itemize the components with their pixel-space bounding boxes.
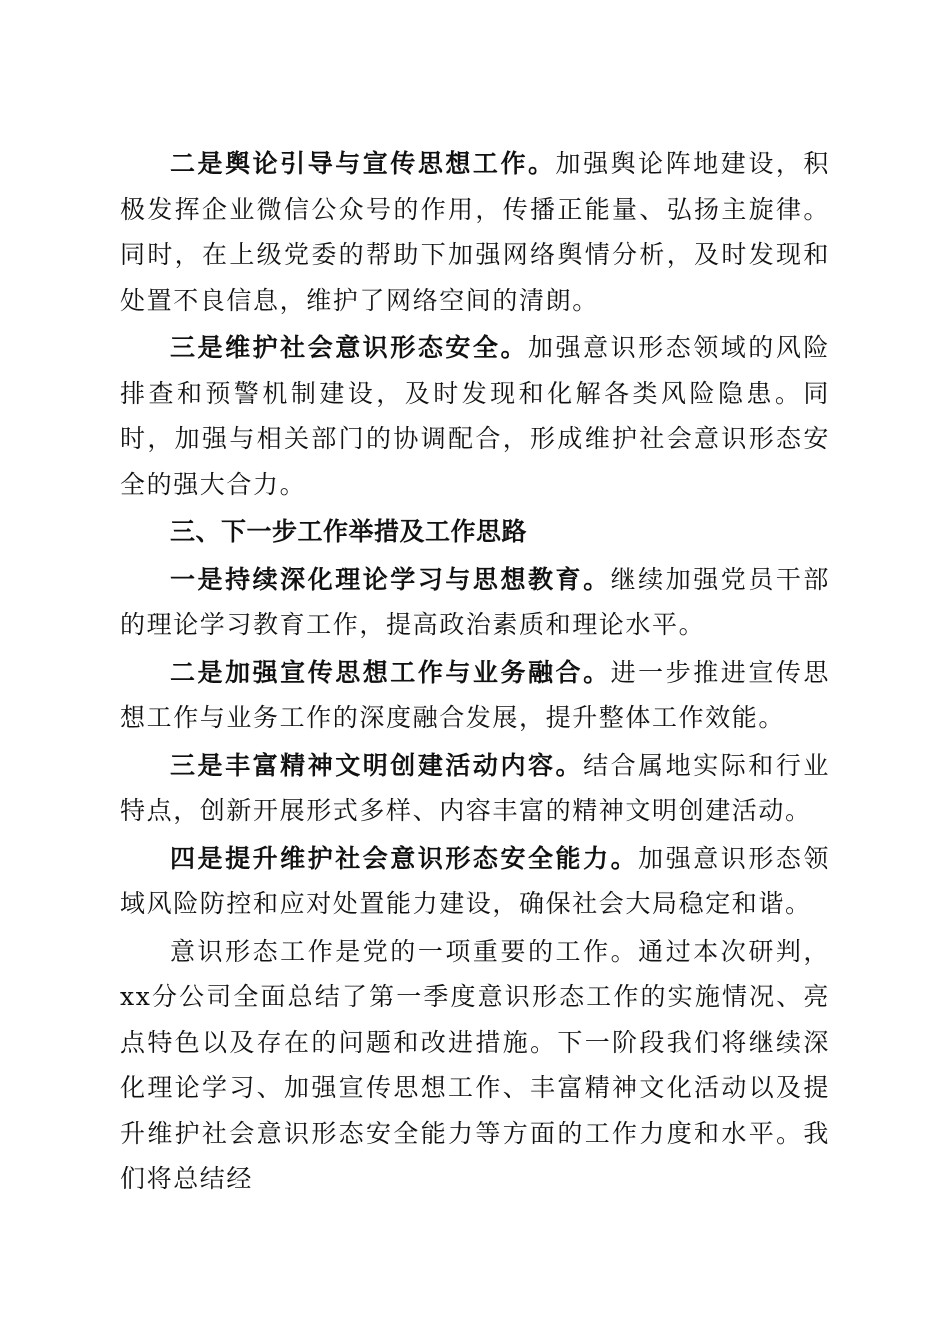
paragraph-text: 加强意识形态领域的风险排查和预警机制建设，及时发现和化解各类风险隐患。同时，加强与相关部门的协调配合，形成维护社会意识形态安全的强大合力。	[120, 333, 830, 499]
measure-item	[120, 836, 830, 927]
measure-item	[120, 743, 830, 834]
paragraph-public-opinion	[120, 141, 830, 323]
measure-lead: 一是持续深化理论学习与思想教育。	[170, 564, 611, 594]
measure-lead: 三是丰富精神文明创建活动内容。	[170, 750, 584, 780]
section-heading: 三、下一步工作举措及工作思路	[170, 517, 528, 546]
measure-text: 继续加强党员干部的理论学习教育工作，提高政治素质和理论水平。	[120, 564, 830, 639]
measure-lead: 四是提升维护社会意识形态安全能力。	[170, 843, 639, 873]
document-body	[120, 141, 830, 1202]
paragraph-ideology-security	[120, 325, 830, 507]
measure-item	[120, 650, 830, 741]
measure-item	[120, 557, 830, 648]
measure-text: 结合属地实际和行业特点，创新开展形式多样、内容丰富的精神文明创建活动。	[120, 750, 830, 825]
measure-text: 进一步推进宣传思想工作与业务工作的深度融合发展，提升整体工作效能。	[120, 657, 830, 732]
paragraph-text: 加强舆论阵地建设，积极发挥企业微信公众号的作用，传播正能量、弘扬主旋律。同时，在上级党委的帮助下加强网络舆情分析，及时发现和处置不良信息，维护了网络空间的清朗。	[120, 149, 830, 315]
measure-lead: 二是加强宣传思想工作与业务融合。	[170, 657, 611, 687]
paragraph-lead: 二是舆论引导与宣传思想工作。	[170, 149, 556, 178]
closing-paragraph: 意识形态工作是党的一项重要的工作。通过本次研判，xx分公司全面总结了第一季度意识形态工作的实施情况、亮点特色以及存在的问题和改进措施。下一阶段我们将继续深化理论学习、加强宣传思想工作、丰富精神文化活动以及提升维护社会意识形态安全能力等方面的工作力度和水平。我们将总结经	[120, 936, 830, 1193]
measure-text: 加强意识形态领域风险防控和应对处置能力建设，确保社会大局稳定和谐。	[120, 843, 831, 918]
paragraph-lead: 三是维护社会意识形态安全。	[170, 333, 528, 362]
